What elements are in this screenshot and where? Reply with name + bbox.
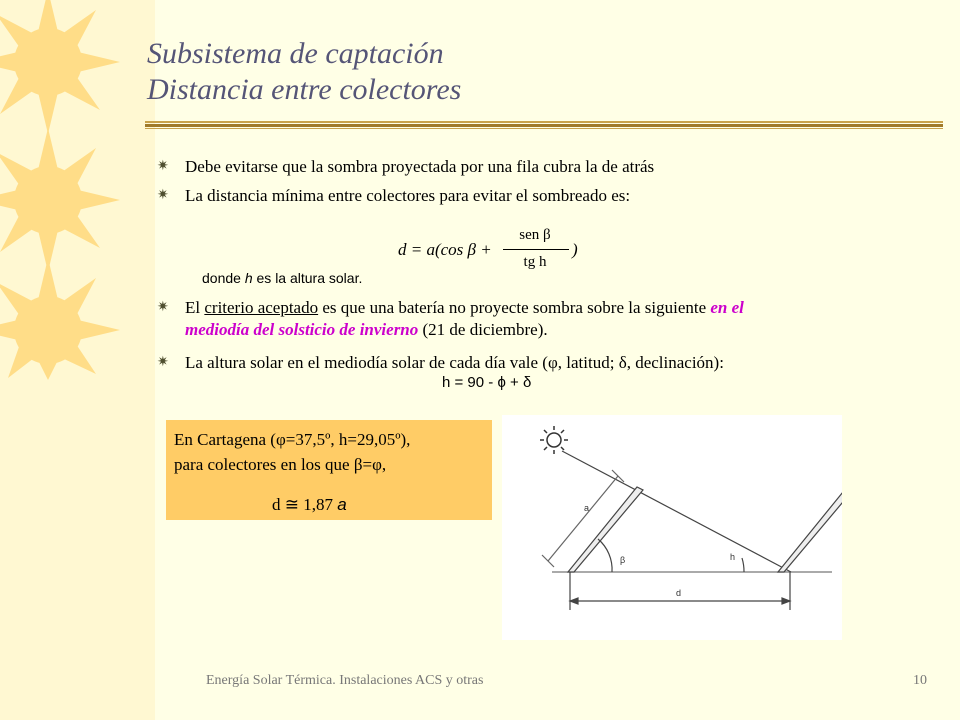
star-bullet-icon: ✷ (157, 355, 169, 370)
formula-lhs: d = a(cos β + (398, 240, 492, 259)
highlighted-phrase: mediodía del solsticio de invierno (185, 320, 419, 339)
collector-diagram (502, 415, 842, 640)
cartagena-box (166, 420, 492, 520)
bullet-item (157, 185, 915, 207)
label-a: a (584, 503, 590, 513)
bullet-item (157, 297, 915, 341)
altitude-equation: h = 90 - ϕ + δ (442, 374, 532, 391)
bullet-item (157, 352, 915, 374)
star-bullet-icon: ✷ (157, 159, 169, 174)
formula-close: ) (572, 240, 578, 259)
distance-formula (398, 226, 618, 280)
highlighted-phrase: en el (710, 298, 744, 317)
slide-title (147, 36, 461, 108)
title-line-2: Distancia entre colectores (147, 73, 462, 106)
fraction-bar (503, 249, 569, 250)
box-line-2: para colectores en los que β=φ, (174, 455, 387, 474)
bullet-text: La distancia mínima entre colectores para evitar el sombreado es: (185, 186, 631, 205)
bullet-text: La altura solar en el mediodía solar de cada día vale (φ, latitud; δ, declinación): (185, 353, 724, 372)
title-line-1: Subsistema de captación (147, 37, 444, 70)
bullet-item (157, 156, 915, 178)
formula-numerator: sen β (519, 227, 551, 243)
title-underline (145, 120, 943, 130)
underlined-term: criterio aceptado (204, 298, 319, 317)
label-beta: β (620, 555, 626, 565)
box-result: d ≅ 1,87 a (272, 495, 347, 514)
label-d: d (676, 588, 682, 598)
box-line-1: En Cartagena (φ=37,5º, h=29,05º), (174, 430, 411, 449)
sun-decoration-icon (0, 0, 160, 380)
star-bullet-icon: ✷ (157, 188, 169, 203)
formula-denominator: tg h (523, 254, 547, 270)
page-number: 10 (913, 673, 927, 688)
label-h: h (730, 552, 736, 562)
star-bullet-icon: ✷ (157, 300, 169, 315)
sun-icon (540, 426, 568, 454)
formula-note: donde h es la altura solar. (202, 270, 363, 286)
footer-text: Energía Solar Térmica. Instalaciones ACS y otras (206, 673, 484, 688)
bullet-text: Debe evitarse que la sombra proyectada por una fila cubra la de atrás (185, 157, 655, 176)
bullet-text: El criterio aceptado es que una batería no proyecte sombra sobre la siguiente en el mediodía del solsticio de invierno (21 de diciembre). (185, 298, 744, 339)
